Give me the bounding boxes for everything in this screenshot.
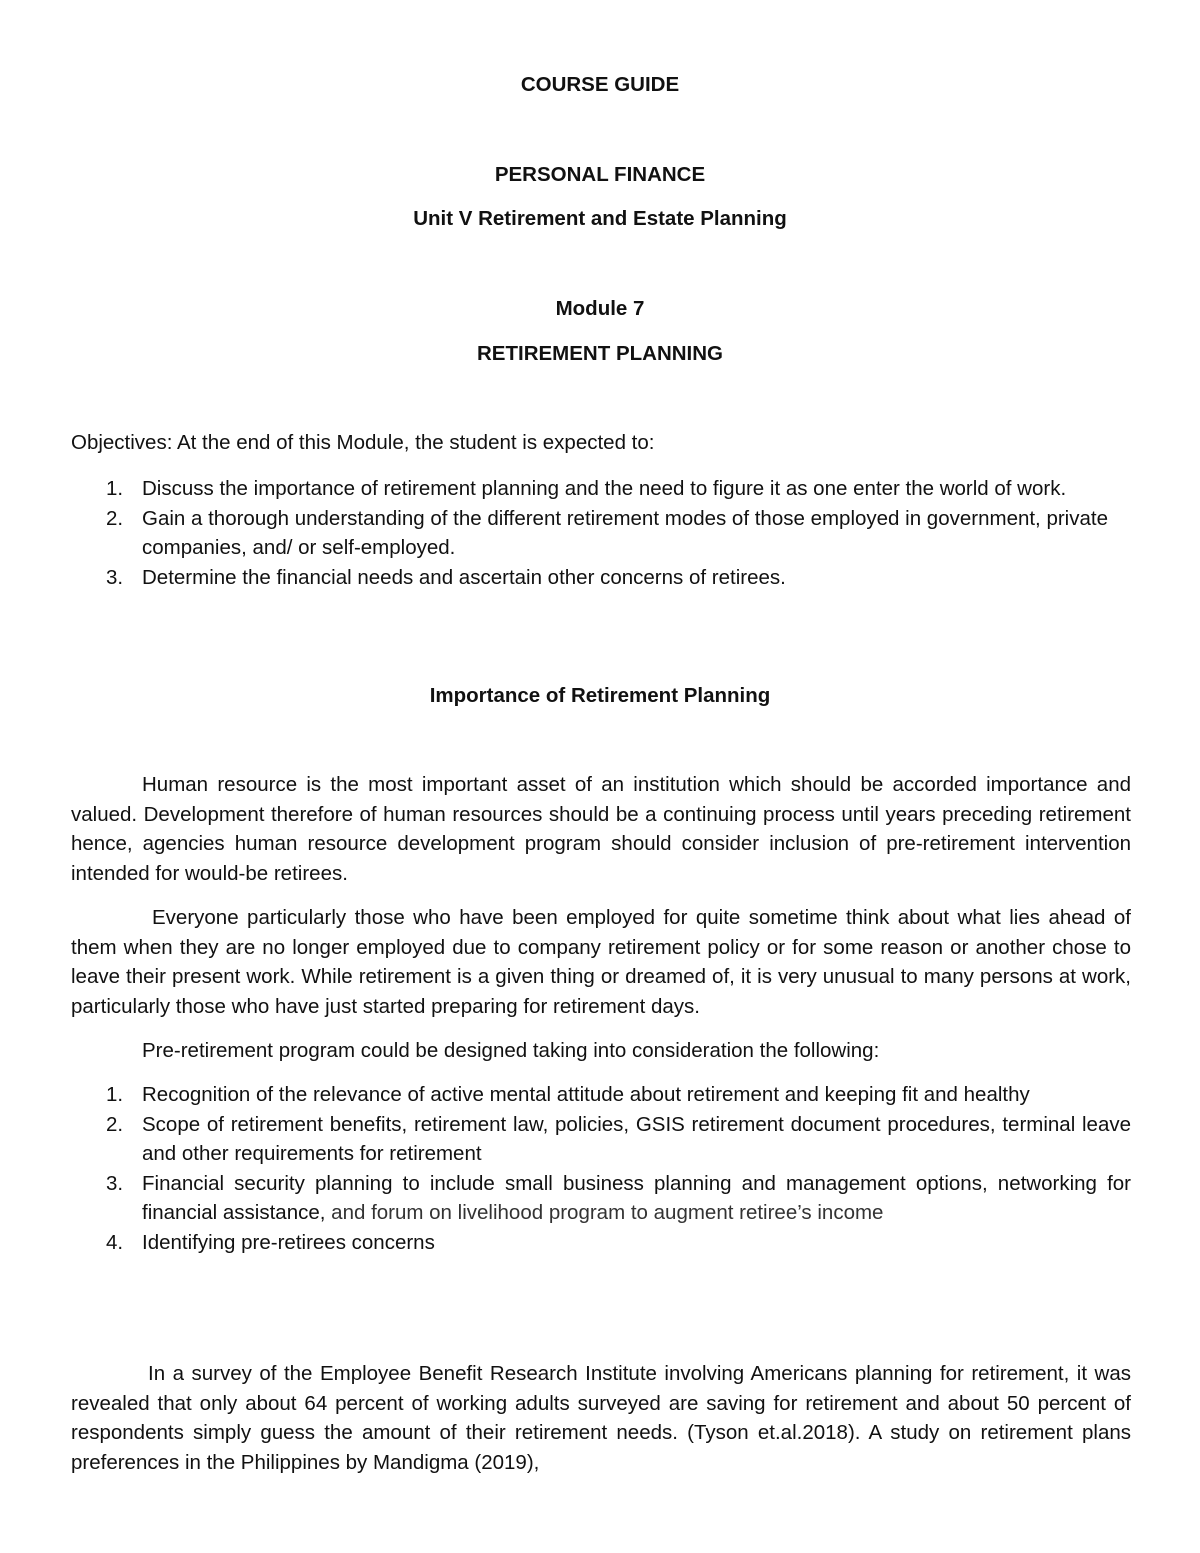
list-text-part: and forum on livelihood program to augment retiree’s income xyxy=(325,1201,884,1224)
list-text: Recognition of the relevance of active mental attitude about retirement and keeping fit and healthy xyxy=(142,1083,1030,1106)
body-paragraph xyxy=(71,770,1131,888)
list-item xyxy=(71,1169,1131,1228)
list-text: Identifying pre-retirees concerns xyxy=(142,1230,435,1254)
paragraph-text: Human resource is the most important asset of an institution which should be accorded importance and valued. Development therefore of human resources should be a continuing process until years preceding retirement hence, agencies human resource development program should consider inclusion of pre-retirement intervention intended for would-be retirees. xyxy=(71,773,1131,885)
body-paragraph xyxy=(71,903,1131,1021)
list-text: Gain a thorough understanding of the different retirement modes of those employed in government, private companies, and/ or self-employed. xyxy=(142,506,1108,559)
paragraph-text: In a survey of the Employee Benefit Research Institute involving Americans planning for retirement, it was revealed that only about 64 percent of working adults surveyed are saving for retirement and about 50 percent of respondents simply guess the amount of their retirement needs. (Tyson et.al.2018). A study on retirement plans preferences in the Philippines by Mandigma (2019), xyxy=(71,1362,1131,1474)
list-number: 2. xyxy=(106,1112,124,1136)
list-number: 3. xyxy=(106,1171,124,1195)
body-paragraph xyxy=(71,1359,1131,1477)
list-text-part: Financial security planning to include small business planning and management options, networking for financial assistance, xyxy=(142,1171,1131,1224)
paragraph-text: Everyone particularly those who have been employed for quite sometime think about what lies ahead of them when they are no longer employed due to company retirement policy or for some reason or another chose to leave their present work. While retirement is a given thing or dreamed of, it is very unusual to many persons at work, particularly those who have just started preparing for retirement days. xyxy=(71,906,1131,1018)
list-item xyxy=(71,563,1131,593)
section-heading: Importance of Retirement Planning xyxy=(429,684,771,707)
list-item xyxy=(71,474,1131,504)
list-number: 1. xyxy=(106,477,124,500)
program-lead: Pre-retirement program could be designed taking into consideration the following: xyxy=(142,1039,880,1062)
list-number: 2. xyxy=(106,506,124,530)
objectives-list xyxy=(71,474,1131,592)
list-text: Scope of retirement benefits, retirement law, policies, GSIS retirement document procedures, terminal leave and other requirements for retirement xyxy=(142,1112,1131,1165)
course-title: PERSONAL FINANCE xyxy=(494,163,706,186)
objectives-intro: Objectives: At the end of this Module, the student is expected to: xyxy=(71,431,655,454)
list-text: Determine the financial needs and ascertain other concerns of retirees. xyxy=(142,565,786,589)
list-item xyxy=(71,1080,1131,1110)
doc-type-heading: COURSE GUIDE xyxy=(520,73,680,96)
unit-title: Unit V Retirement and Estate Planning xyxy=(413,207,787,230)
module-number: Module 7 xyxy=(555,297,645,320)
program-list xyxy=(71,1080,1131,1257)
list-number: 4. xyxy=(106,1230,124,1254)
list-number: 3. xyxy=(106,565,124,589)
module-title: RETIREMENT PLANNING xyxy=(477,342,723,365)
list-text xyxy=(142,1169,1131,1228)
list-item xyxy=(71,1228,1131,1258)
list-item xyxy=(71,1110,1131,1169)
list-text: Discuss the importance of retirement planning and the need to figure it as one enter the world of work. xyxy=(142,477,1067,500)
list-number: 1. xyxy=(106,1083,124,1106)
list-item xyxy=(71,504,1131,563)
